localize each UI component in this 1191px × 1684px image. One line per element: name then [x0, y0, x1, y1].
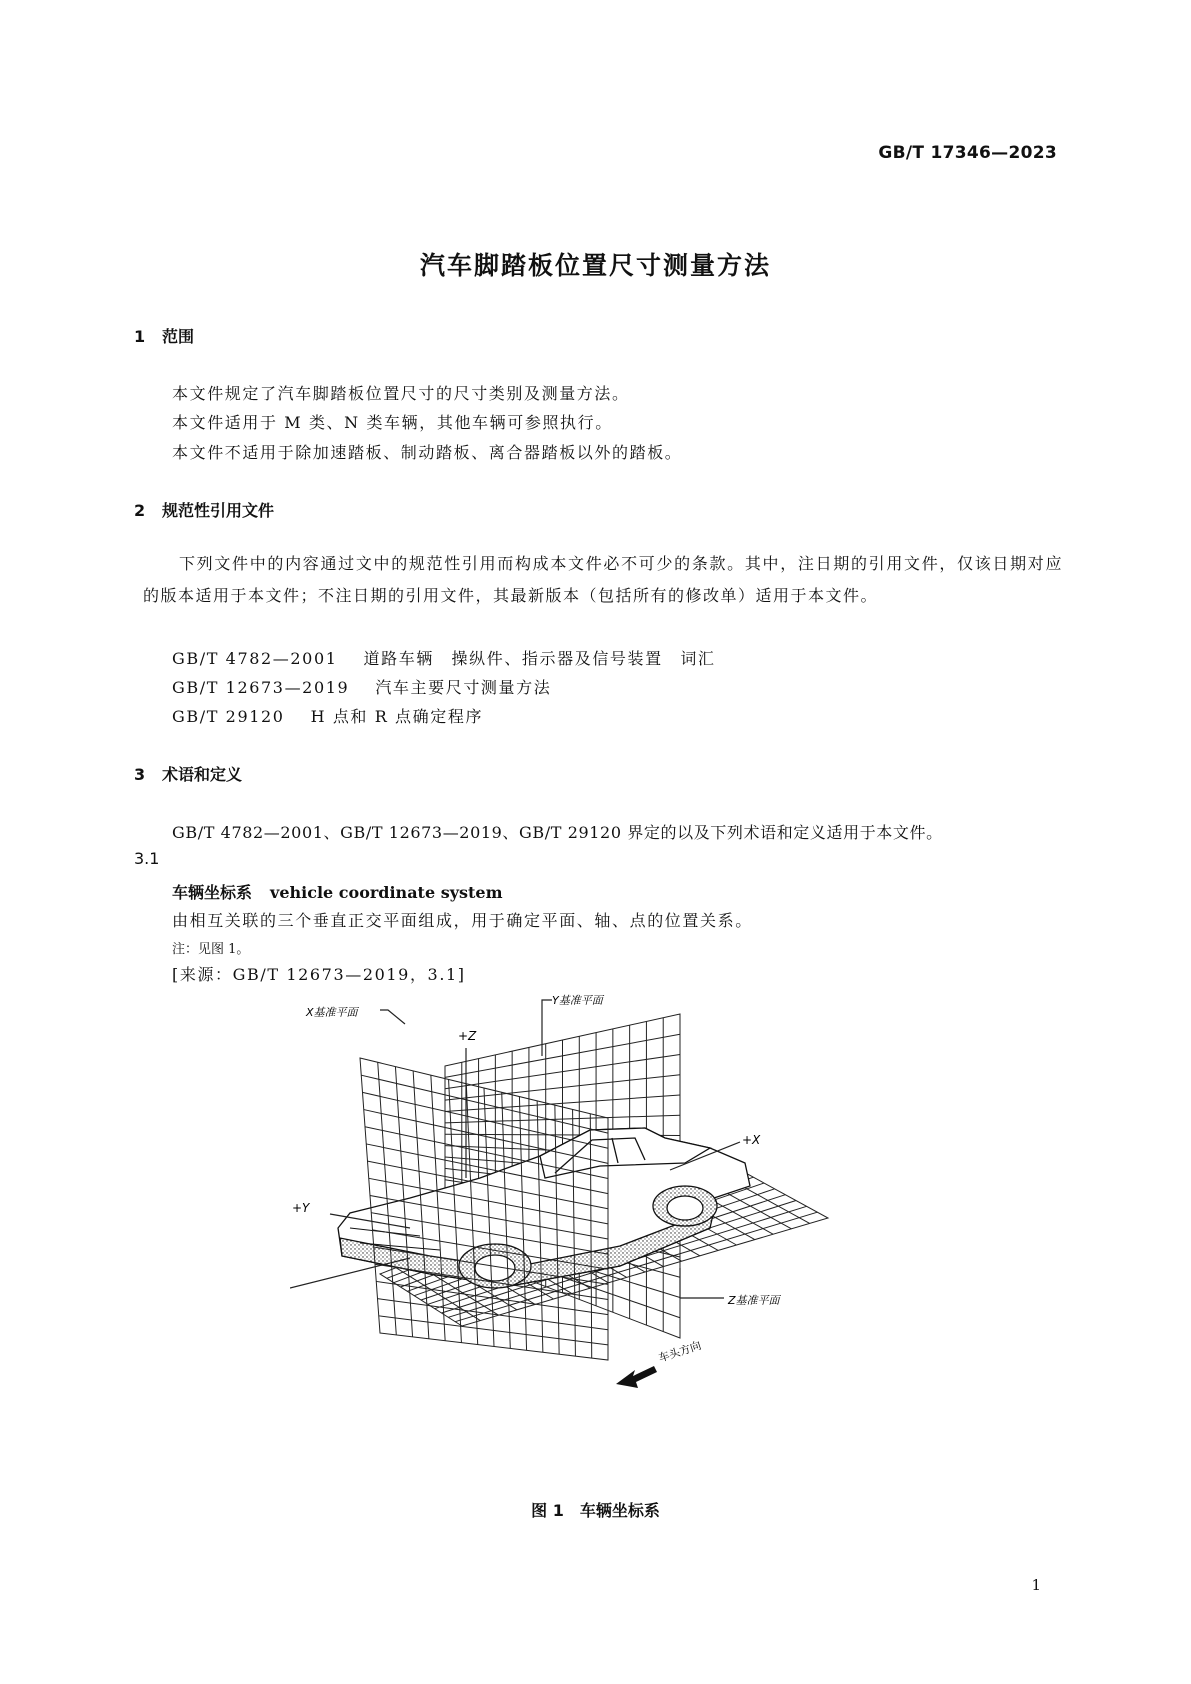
plus-x-label: +X [742, 1133, 761, 1147]
section-2-intro: 下列文件中的内容通过文中的规范性引用而构成本文件必不可少的条款。其中，注日期的引用文件，仅该日期对应的版本适用于本文件；不注日期的引用文件，其最新版本（包括所有的修改单）适用于本文件。 [143, 554, 1063, 605]
x-plane-label: X基准平面 [306, 1006, 358, 1019]
vehicle-coordinate-figure [290, 988, 850, 1398]
term-note: 注：见图 1。 [172, 942, 250, 957]
section-3-number: 3 [134, 765, 146, 784]
y-plane-label: Y基准平面 [552, 994, 603, 1007]
section-3-intro: GB/T 4782—2001、GB/T 12673—2019、GB/T 29120 界定的以及下列术语和定义适用于本文件。 [172, 823, 943, 842]
page-number: 1 [1031, 1576, 1041, 1594]
term-number: 3.1 [134, 849, 160, 868]
term-definition: 由相互关联的三个垂直正交平面组成，用于确定平面、轴、点的位置关系。 [172, 911, 753, 930]
term-heading [172, 880, 503, 903]
section-3-heading [134, 762, 242, 785]
section-1-number: 1 [134, 327, 146, 346]
car-illustration [338, 1128, 750, 1288]
section-1-para-3: 本文件不适用于除加速踏板、制动踏板、离合器踏板以外的踏板。 [172, 443, 683, 462]
section-2-title: 规范性引用文件 [162, 501, 275, 520]
section-1-para-2: 本文件适用于 M 类、N 类车辆，其他车辆可参照执行。 [172, 413, 613, 432]
direction-arrow-icon [616, 1366, 657, 1388]
reference-2-title: 汽车主要尺寸测量方法 [375, 678, 552, 697]
section-1-heading [134, 324, 194, 347]
term-en: vehicle coordinate system [270, 883, 503, 902]
z-plane-label: Z基准平面 [728, 1294, 780, 1307]
figure-caption: 图 1 车辆坐标系 [531, 1501, 660, 1520]
section-2-number: 2 [134, 501, 146, 520]
reference-3-code: GB/T 29120 [172, 707, 285, 726]
term-cn: 车辆坐标系 [172, 883, 253, 902]
x-plane-grid-line [364, 1110, 608, 1164]
section-2-heading [134, 498, 274, 521]
reference-2 [172, 675, 551, 698]
plus-y-label: +Y [292, 1201, 310, 1215]
reference-1 [172, 646, 716, 669]
reference-3 [172, 704, 483, 727]
reference-3-title: H 点和 R 点确定程序 [310, 707, 484, 726]
term-source: [来源：GB/T 12673—2019，3.1] [172, 965, 466, 984]
reference-1-title: 道路车辆 操纵件、指示器及信号装置 词汇 [363, 649, 716, 668]
page-title: 汽车脚踏板位置尺寸测量方法 [419, 251, 771, 280]
section-1-title: 范围 [162, 327, 195, 346]
section-1-para-1: 本文件规定了汽车脚踏板位置尺寸的尺寸类别及测量方法。 [172, 384, 630, 403]
section-3-title: 术语和定义 [162, 765, 243, 784]
plus-z-label: +Z [458, 1029, 477, 1043]
reference-1-code: GB/T 4782—2001 [172, 649, 338, 668]
reference-2-code: GB/T 12673—2019 [172, 678, 350, 697]
document-number: GB/T 17346—2023 [878, 143, 1057, 163]
direction-label: 车头方向 [656, 1338, 703, 1365]
